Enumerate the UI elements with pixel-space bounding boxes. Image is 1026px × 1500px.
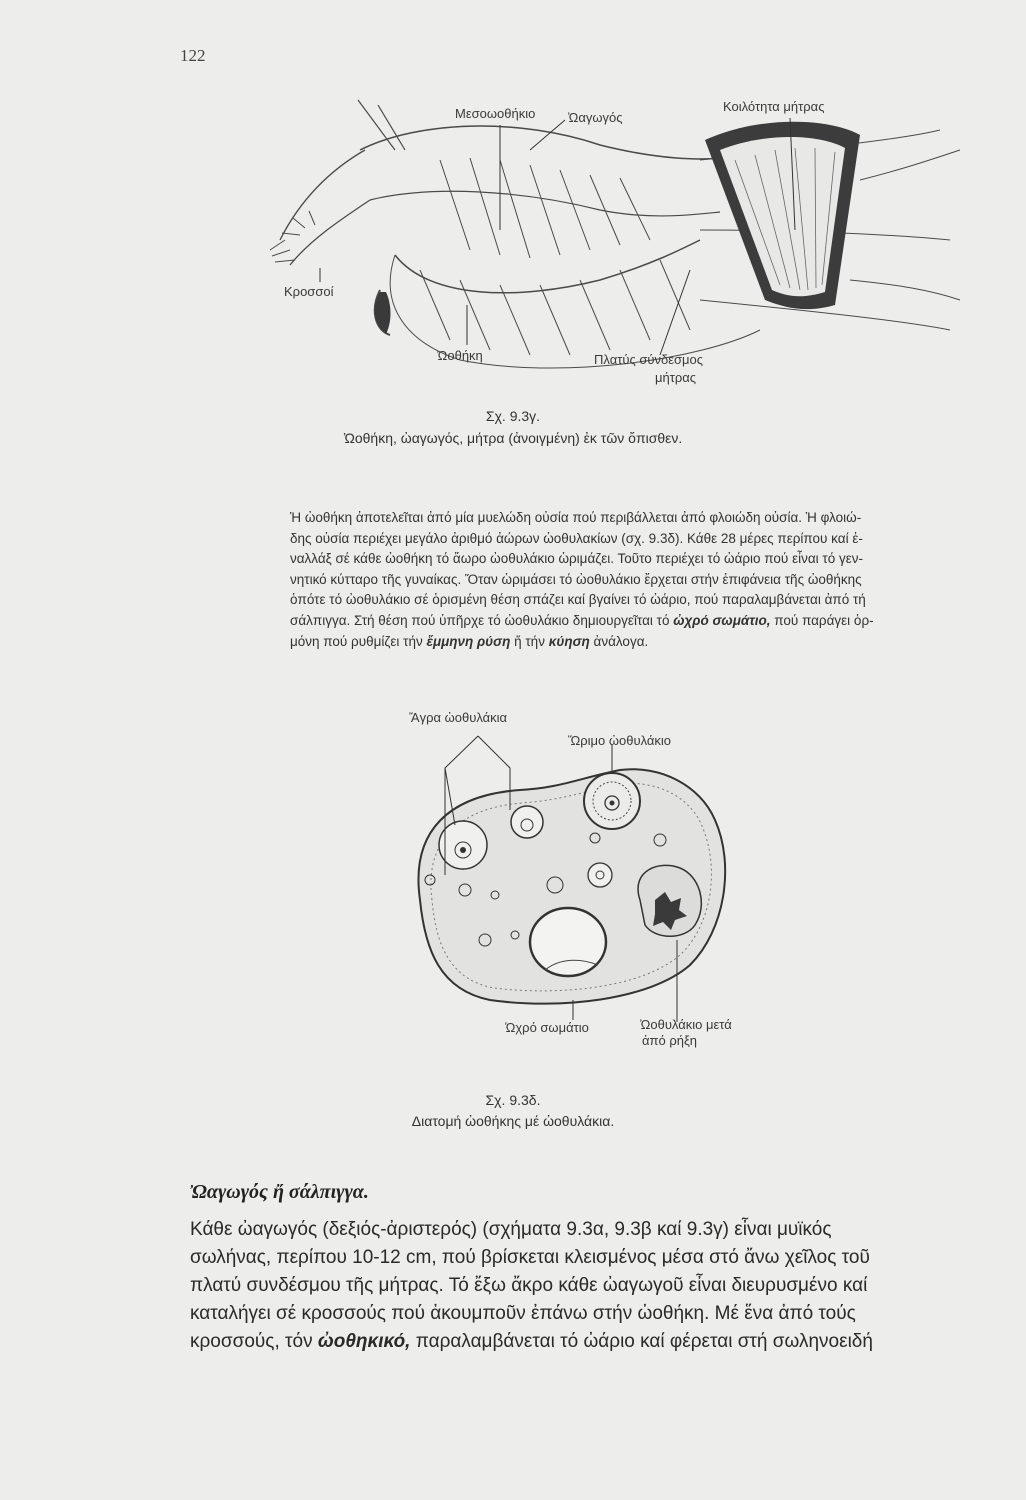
ovary-paragraph-line: ναλλάξ σέ κάθε ὠοθήκη τό ἄωρο ὠοθυλάκιο ὡριμάζει. Τοῦτο περιέχει τό ὠάριο πού εἶναι τό γεν- [290, 551, 863, 567]
oviduct-paragraph-line: πλατύ συνδέσμου τῆς μήτρας. Τό ἔξω ἄκρο κάθε ὠαγωγοῦ εἶναι διευρυσμένο καί [190, 1275, 868, 1296]
figure2-caption-number: Σχ. 9.3δ. [485, 1092, 541, 1108]
figure1-caption-number: Σχ. 9.3γ. [485, 408, 541, 424]
term-ovarian-fimbria: ὠοθηκικό, [317, 1331, 411, 1352]
label-ruptured-follicle: Ὠοθυλάκιο μετά [640, 1017, 732, 1032]
label-immature-follicles: Ἄγρα ὠοθυλάκια [409, 710, 508, 725]
oviduct-paragraph-line: Κάθε ὠαγωγός (δεξιός-ἀριστερός) (σχήματα 9.3α, 9.3β καί 9.3γ) εἶναι μυϊκός [190, 1219, 832, 1240]
label-ovary: Ὠοθήκη [437, 348, 483, 363]
ovary-paragraph-line: μόνη πού ρυθμίζει τήν ἔμμηνη ρύση ἤ τήν κύηση ἀνάλογα. [290, 633, 649, 649]
ovary-section-illustration [0, 700, 1026, 1060]
label-broad-ligament-line2: μήτρας [655, 370, 697, 385]
term-corpus-luteum: ὠχρό σωμάτιο, [673, 612, 771, 628]
term-pregnancy: κύηση [548, 633, 590, 649]
oviduct-paragraph [190, 1216, 1026, 1356]
ovary-paragraph-line: Ἡ ὠοθήκη ἀποτελεῖται ἀπό μία μυελώδη οὐσία πού περιβάλλεται ἀπό φλοιώδη οὐσία. Ἡ φλοιώ- [290, 510, 862, 525]
label-oviduct: Ὠαγωγός [568, 110, 623, 125]
label-mesoovarium: Μεσοωοθήκιο [455, 106, 536, 121]
uterus-illustration [0, 0, 1026, 420]
oviduct-paragraph-line: κροσσούς, τόν ὠοθηκικό, παραλαμβάνεται τό ὠάριο καί φέρεται στή σωληνοειδή [190, 1331, 873, 1352]
figure-uterus-diagram [0, 0, 1026, 460]
oviduct-paragraph-line: σωλήνας, περίπου 10-12 cm, πού βρίσκεται κλεισμένος μέσα στό ἄνω χεῖλος τοῦ [190, 1247, 870, 1268]
label-ruptured-follicle-line2: ἀπό ρήξη [642, 1033, 698, 1048]
figure1-caption-text: Ὠοθήκη, ὠαγωγός, μήτρα (ἀνοιγμένη) ἐκ τῶν ὄπισθεν. [343, 430, 683, 446]
oviduct-paragraph-line: καταλήγει σέ κροσσούς πού ἀκουμποῦν ἐπάνω στήν ὠοθήκη. Μέ ἕνα ἀπό τούς [190, 1303, 856, 1324]
term-menstruation: ἔμμηνη ρύση [426, 633, 511, 649]
page-number: 122 [180, 46, 206, 65]
label-corpus-luteum: Ὠχρό σωμάτιο [505, 1020, 589, 1035]
ovary-paragraph-line: σάλπιγγα. Στή θέση πού ὑπῆρχε τό ὠοθυλάκιο δημιουργεῖται τό ὠχρό σωμάτιο, πού παράγει ὁρ- [290, 612, 874, 628]
ovary-paragraph-line: δης οὐσία περιέχει μεγάλο ἀριθμό ἀώρων ὠοθυλακίων (σχ. 9.3δ). Κάθε 28 μέρες περίπου καί ἐ- [290, 530, 863, 546]
label-broad-ligament: Πλατύς σύνδεσμος [594, 352, 704, 367]
label-fimbriae: Κροσσοί [284, 284, 334, 299]
ovary-paragraph-line: νητικό κύτταρο τῆς γυναίκας. Ὅταν ὡριμάσει τό ὠοθυλάκιο ἔρχεται στήν ἐπιφάνεια τῆς ὠοθήκης [290, 571, 862, 587]
label-mature-follicle: Ὥριμο ὠοθυλάκιο [568, 733, 672, 748]
section-heading: Ὠαγωγός ἤ σάλπιγγα. [190, 1181, 369, 1203]
ovary-paragraph [290, 508, 1026, 652]
figure-ovary-section [0, 700, 1026, 1140]
label-uterine-cavity: Κοιλότητα μήτρας [723, 99, 825, 114]
figure2-caption-text: Διατομή ὠοθήκης μέ ὠοθυλάκια. [411, 1113, 615, 1129]
ovary-paragraph-line: ὁπότε τό ὠοθυλάκιο σέ ὁρισμένη θέση σπάζει καί βγαίνει τό ὠάριο, πού παραλαμβάνεται ἀπό τή [290, 592, 866, 608]
